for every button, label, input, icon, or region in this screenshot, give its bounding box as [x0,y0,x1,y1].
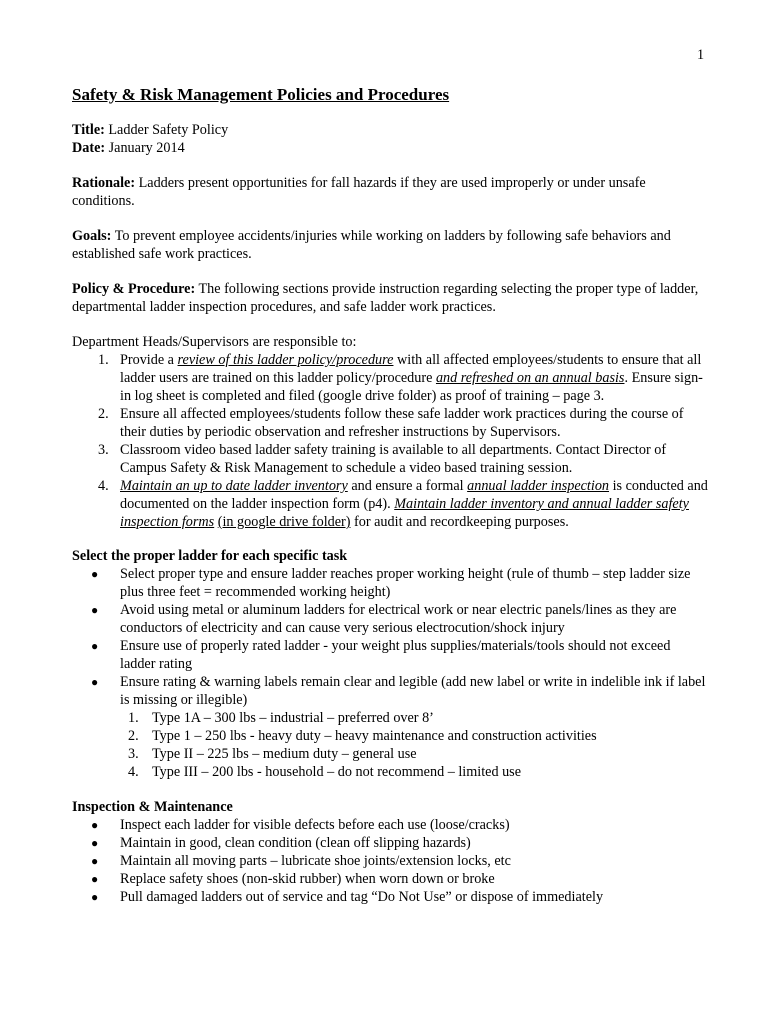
rationale-text: Ladders present opportunities for fall hazards if they are used improperly or under unsafe conditions. [72,175,646,209]
date-line [72,139,708,157]
item-number: 4. [98,478,109,494]
item-number: 3. [128,746,139,762]
bullet-item [72,834,708,852]
title-value: Ladder Safety Policy [104,122,229,138]
select-ladder-list [72,565,708,781]
bullet-icon: ● [91,854,99,868]
title-line [72,121,708,139]
bullet-icon: ● [91,675,99,689]
ladder-type-item [72,727,708,745]
item-text: for audit and recordkeeping purposes. [350,514,569,530]
bullet-text: Ensure rating & warning labels remain clear and legible (add new label or write in indelible ink if label is missing or illegible) [120,674,706,708]
review-policy-link[interactable]: review of this ladder policy/procedure [177,352,394,368]
policy-paragraph [72,280,708,316]
bullet-item [72,637,708,673]
page-number: 1 [697,47,705,63]
bullet-item [72,852,708,870]
inspection-heading: Inspection & Maintenance [72,799,233,815]
bullet-text: Select proper type and ensure ladder reaches proper working height (rule of thumb – step ladder size plus three feet = recommended working height) [120,566,691,600]
bullet-text: Ensure use of properly rated ladder - your weight plus supplies/materials/tools should not exceed ladder rating [120,638,671,672]
date-value: January 2014 [105,140,185,156]
bullet-text: Replace safety shoes (non-skid rubber) when worn down or broke [120,871,495,887]
bullet-icon: ● [91,639,99,653]
bullet-icon: ● [91,603,99,617]
bullet-icon: ● [91,872,99,886]
item-number: 1. [98,352,109,368]
google-drive-link[interactable]: (in google drive folder) [217,514,351,530]
list-item [72,351,708,405]
responsibilities-intro: Department Heads/Supervisors are responsible to: [72,334,357,350]
goals-paragraph [72,227,708,263]
item-text: . Ensure sign-in log sheet is completed and filed (google drive folder) as proof of training – page 3. [120,370,703,404]
rationale-label: Rationale: [72,175,136,191]
item-text: Type II – 225 lbs – medium duty – general use [152,746,417,762]
annual-refresh-link[interactable]: and refreshed on an annual basis [435,370,625,386]
annual-inspection-link[interactable]: annual ladder inspection [467,478,610,494]
select-ladder-heading: Select the proper ladder for each specific task [72,548,348,564]
bullet-text: Inspect each ladder for visible defects before each use (loose/cracks) [120,817,510,833]
item-text: Provide a [120,352,178,368]
item-number: 4. [128,764,139,780]
ladder-type-list [120,709,708,781]
document-body [72,85,708,906]
title-label: Title: [72,122,105,138]
ladder-type-item [72,709,708,727]
goals-text: To prevent employee accidents/injuries while working on ladders by following safe behaviors and established safe work practices. [72,228,671,262]
ladder-type-item [72,763,708,781]
goals-label: Goals: [72,228,112,244]
list-item [72,405,708,441]
item-number: 1. [128,710,139,726]
list-item [72,441,708,477]
item-text: Classroom video based ladder safety training is available to all departments. Contact Director of Campus Safety & Risk Management to schedule a video based training session. [120,442,667,476]
policy-text: The following sections provide instruction regarding selecting the proper type of ladder, departmental ladder inspection procedures, and safe ladder work practices. [72,281,699,315]
bullet-text: Avoid using metal or aluminum ladders for electrical work or near electric panels/lines as they are conductors of electricity and can cause very serious electrocution/shock injury [120,602,677,636]
bullet-item [72,601,708,637]
policy-label: Policy & Procedure: [72,281,196,297]
item-text: with all affected employees/students to ensure that all ladder users are trained on this ladder policy/procedure [120,352,702,386]
rationale-paragraph [72,174,708,210]
ladder-type-item [72,745,708,763]
bullet-item [72,888,708,906]
item-text: Type 1 – 250 lbs - heavy duty – heavy maintenance and construction activities [152,728,597,744]
item-text: Ensure all affected employees/students follow these safe ladder work practices during the course of their duties by periodic observation and refresher instructions by Supervisors. [120,406,684,440]
responsibilities-list [72,351,708,531]
ladder-inventory-link[interactable]: Maintain an up to date ladder inventory [120,478,348,494]
inventory-forms-link[interactable]: Maintain ladder inventory and annual ladder safety inspection forms [120,496,689,530]
date-label: Date: [72,140,106,156]
item-number: 2. [98,406,109,422]
bullet-icon: ● [91,890,99,904]
item-text: is conducted and documented on the ladder inspection form (p4). [120,478,708,512]
bullet-item [72,565,708,601]
bullet-icon: ● [91,836,99,850]
item-text: and ensure a formal [347,478,468,494]
bullet-item [72,673,708,781]
bullet-text: Maintain in good, clean condition (clean off slipping hazards) [120,835,471,851]
inspection-list [72,816,708,906]
bullet-item [72,816,708,834]
bullet-icon: ● [91,818,99,832]
item-number: 3. [98,442,109,458]
bullet-text: Maintain all moving parts – lubricate shoe joints/extension locks, etc [120,853,511,869]
document-title: Safety & Risk Management Policies and Procedures [72,85,450,104]
bullet-item [72,870,708,888]
list-item [72,477,708,531]
bullet-icon: ● [91,567,99,581]
bullet-text: Pull damaged ladders out of service and tag “Do Not Use” or dispose of immediately [120,889,604,905]
item-text: Type III – 200 lbs - household – do not recommend – limited use [152,764,521,780]
item-text: Type 1A – 300 lbs – industrial – preferred over 8’ [152,710,434,726]
item-number: 2. [128,728,139,744]
